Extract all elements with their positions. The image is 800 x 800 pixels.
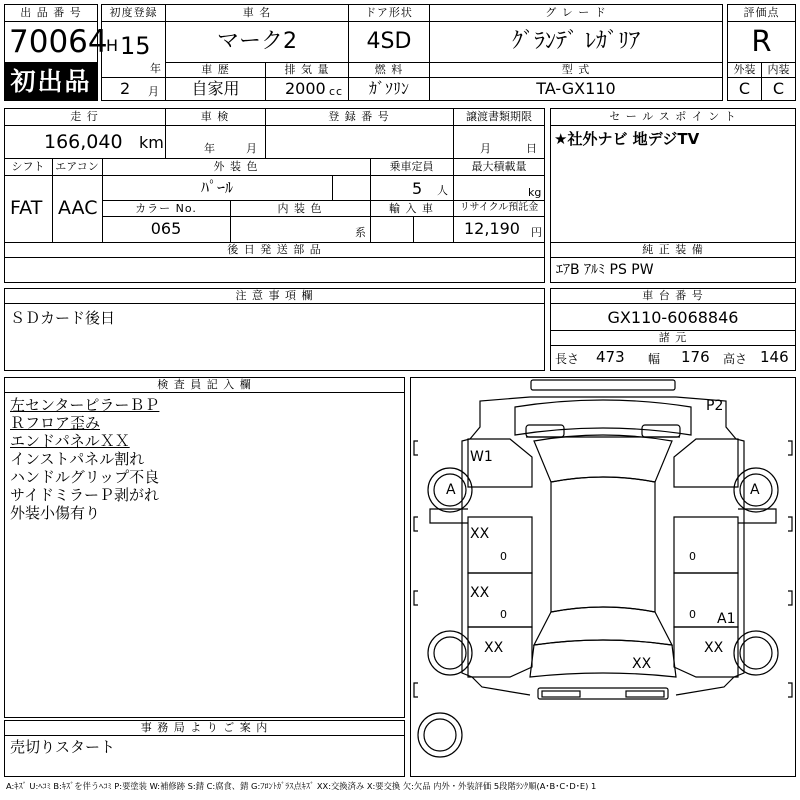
specs-label: 諸 元 [658, 331, 688, 344]
windshield [534, 435, 672, 482]
first-reg-label: 初度登録 [109, 6, 158, 19]
capacity-label: 乗車定員 [389, 160, 434, 173]
inspector-line: サイドミラーＰ剥がれ [10, 486, 159, 504]
first-reg-month: 2 [120, 79, 131, 98]
car-diagram [410, 377, 796, 777]
mark-zero: 0 [689, 550, 696, 563]
legend: A:ｷｽﾞ U:ﾍｺﾐ B:ｷｽﾞを伴うﾍｺﾐ P:要塗装 W:補修跡 S:錆 C:腐食、錆 G:ﾌﾛﾝﾄｶﾞﾗｽ点ｷｽﾞ XX:交換済み X:要交換 欠:欠品 内外・外装評価 5段階ﾗﾝｸ順(A･B･C･D･E) 1 [6, 781, 597, 791]
inspector-line: 左センターピラーＢＰ [10, 396, 160, 414]
int-color-unit: 系 [355, 226, 367, 239]
inspector-label: 検 査 員 記 入 欄 [157, 378, 252, 391]
mileage-label: 走 行 [70, 110, 99, 123]
length-label: 長さ [555, 352, 580, 366]
ac-label: エアコン [55, 160, 99, 173]
mark-w1: W1 [470, 449, 493, 465]
recycle-label: リサイクル預託金 [459, 202, 539, 213]
genuine-text: ｴｱB ｱﾙﾐ PS PW [556, 262, 654, 278]
notes-text: ＳＤカード後日 [10, 309, 116, 327]
later-parts-label: 後 日 発 送 部 品 [227, 243, 322, 256]
interior-label: 内装 [767, 63, 790, 76]
fuel-label: 燃 料 [374, 63, 404, 76]
first-listing: 初出品 [10, 67, 92, 96]
office-text: 売切りスタート [10, 738, 116, 756]
model: TA-GX110 [536, 79, 616, 98]
recycle: 12,190 [464, 219, 520, 238]
first-reg-year: 15 [120, 32, 151, 60]
displacement: 2000 [285, 79, 326, 98]
grade-label: グ レ ー ド [545, 6, 607, 19]
score: R [751, 24, 772, 58]
inspector-line: ハンドルグリップ不良 [10, 468, 160, 486]
int-color-label: 内 装 色 [277, 202, 323, 215]
recycle-unit: 円 [531, 226, 542, 239]
chassis-label: 車 台 番 号 [642, 289, 704, 302]
reg-no-label: 登 録 番 号 [328, 110, 390, 123]
import-label: 輸 入 車 [389, 202, 434, 215]
mark-zero: 0 [500, 550, 507, 563]
rear-window [534, 607, 672, 645]
model-label: 型 式 [561, 63, 591, 76]
door-label: ドア形状 [365, 6, 413, 19]
height: 146 [760, 348, 789, 366]
car-name-label: 車 名 [242, 6, 272, 19]
era: H [106, 36, 119, 55]
hood [515, 400, 691, 435]
displacement-label: 排 気 量 [284, 63, 330, 76]
genuine-label: 純 正 装 備 [642, 243, 704, 256]
max-load-label: 最大積載量 [471, 160, 527, 173]
inspector-line: エンドパネルＸＸ [10, 432, 130, 450]
grade: ｸﾞﾗﾝﾃﾞ ﾚｶﾞﾘｱ [512, 29, 640, 54]
height-label: 高さ [723, 352, 748, 366]
roof [551, 477, 655, 612]
mark-zero: 0 [689, 608, 696, 621]
mark-xx-rear-door: XX [470, 585, 490, 601]
capacity: 5 [412, 179, 423, 198]
transfer-label: 譲渡書類期限 [466, 110, 532, 123]
length: 473 [596, 348, 625, 366]
chassis-number: GX110-6068846 [607, 308, 739, 327]
transfer-day: 日 [526, 142, 538, 155]
exterior-label: 外装 [733, 63, 756, 76]
right-front-fender [674, 439, 738, 487]
lot-no-label: 出 品 番 号 [20, 6, 82, 19]
mark-a-left: A [446, 482, 456, 498]
notes-label: 注 意 事 項 欄 [235, 289, 314, 302]
mark-xx-front-door: XX [470, 526, 490, 542]
later-parts-box [4, 257, 545, 283]
history: 自家用 [191, 79, 240, 98]
office-label: 事 務 局 よ り ご 案 内 [140, 721, 269, 734]
ext-color-label: 外 装 色 [213, 160, 259, 173]
max-load-unit: kg [528, 186, 542, 199]
shift: FAT [10, 197, 43, 219]
car-name: マーク2 [217, 29, 297, 54]
sales-points-text: ★社外ナビ 地デジTV [554, 130, 700, 148]
width: 176 [681, 348, 710, 366]
ac: AAC [58, 197, 98, 219]
door: 4SD [366, 29, 412, 54]
mark-zero: 0 [500, 608, 507, 621]
sales-points-label: セ ー ル ス ポ イ ン ト [609, 110, 737, 123]
color-no: 065 [150, 219, 182, 238]
inspector-line: Ｒフロア歪み [10, 414, 101, 432]
width-label: 幅 [648, 352, 661, 366]
ext-color: ﾊﾟｰﾙ [200, 178, 233, 197]
color-no-label: カラー No. [135, 202, 197, 215]
mileage-unit: km [139, 133, 164, 152]
front-bumper [531, 380, 675, 390]
mark-p2: P2 [706, 398, 724, 414]
capacity-unit: 人 [437, 184, 449, 197]
exterior: C [738, 79, 751, 98]
cc-unit: cc [329, 85, 344, 98]
mark-a1: A1 [717, 611, 736, 627]
fuel: ｶﾞｿﾘﾝ [368, 79, 409, 98]
lot-no: 70064 [9, 24, 108, 60]
inspection-label: 車 検 [200, 110, 230, 123]
shift-label: シフト [11, 160, 45, 173]
transfer-month: 月 [480, 142, 492, 155]
mark-xx-trunk: XX [632, 656, 652, 672]
mileage: 166,040 [44, 131, 123, 153]
inspection-month: 月 [246, 142, 258, 155]
mark-xx-right-quarter: XX [704, 640, 724, 656]
inspector-line: 外装小傷有り [10, 504, 101, 522]
year-unit: 年 [150, 62, 162, 75]
mark-xx-left-quarter: XX [484, 640, 504, 656]
trunk [530, 640, 676, 677]
score-label: 評価点 [743, 6, 780, 19]
right-front-door [674, 517, 738, 573]
month-unit: 月 [148, 85, 160, 98]
inspection-year: 年 [204, 142, 216, 155]
history-label: 車 歴 [201, 63, 230, 76]
inspector-line: インストパネル割れ [10, 450, 145, 468]
mark-a-right: A [750, 482, 760, 498]
interior: C [772, 79, 785, 98]
